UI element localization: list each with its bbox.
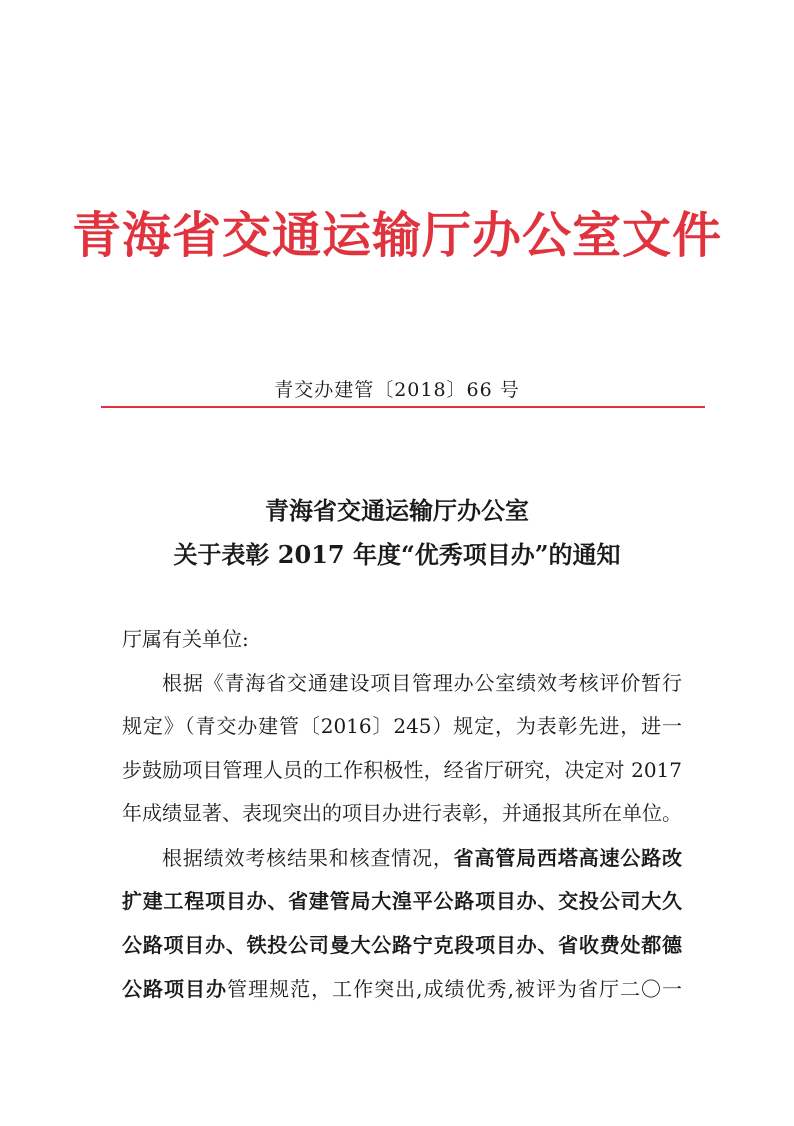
document-number: 青交办建管〔2018〕66 号 bbox=[274, 379, 520, 401]
notice-title-line-1: 青海省交通运输厅办公室 bbox=[265, 496, 529, 525]
paragraph-2-line-1 bbox=[162, 843, 682, 873]
paragraph-2-line-4-normal: 管理规范，工作突出,成绩优秀,被评为省厅二〇一 bbox=[227, 977, 683, 1001]
paragraph-2-line-3: 公路项目办、铁投公司曼大公路宁克段项目办、省收费处都德 bbox=[122, 933, 682, 957]
paragraph-2-line-1-normal: 根据绩效考核结果和核查情况， bbox=[162, 846, 454, 870]
paragraph-1-line-4: 年成绩显著、表现突出的项目办进行表彰，并通报其所在单位。 bbox=[122, 801, 682, 825]
red-divider-line bbox=[101, 406, 705, 408]
paragraph-2-line-1-bold: 省高管局西塔高速公路改 bbox=[453, 846, 683, 870]
paragraph-2-line-2: 扩建工程项目办、省建管局大湟平公路项目办、交投公司大久 bbox=[122, 889, 682, 913]
paragraph-2-line-4-bold: 公路项目办 bbox=[122, 977, 228, 1001]
notice-title-line-2: 关于表彰 2017 年度“优秀项目办”的通知 bbox=[173, 540, 621, 569]
paragraph-1-line-3: 步鼓励项目管理人员的工作积极性，经省厅研究，决定对 2017 bbox=[122, 758, 682, 782]
paragraph-1-line-1: 根据《青海省交通建设项目管理办公室绩效考核评价暂行 bbox=[162, 671, 682, 695]
paragraph-1-line-2: 规定》（青交办建管〔2016〕245）规定，为表彰先进，进一 bbox=[122, 714, 682, 738]
document-masthead: 青海省交通运输厅办公室文件 bbox=[71, 206, 722, 264]
paragraph-2-line-4 bbox=[122, 974, 682, 1004]
salutation: 厅属有关单位: bbox=[122, 627, 249, 651]
